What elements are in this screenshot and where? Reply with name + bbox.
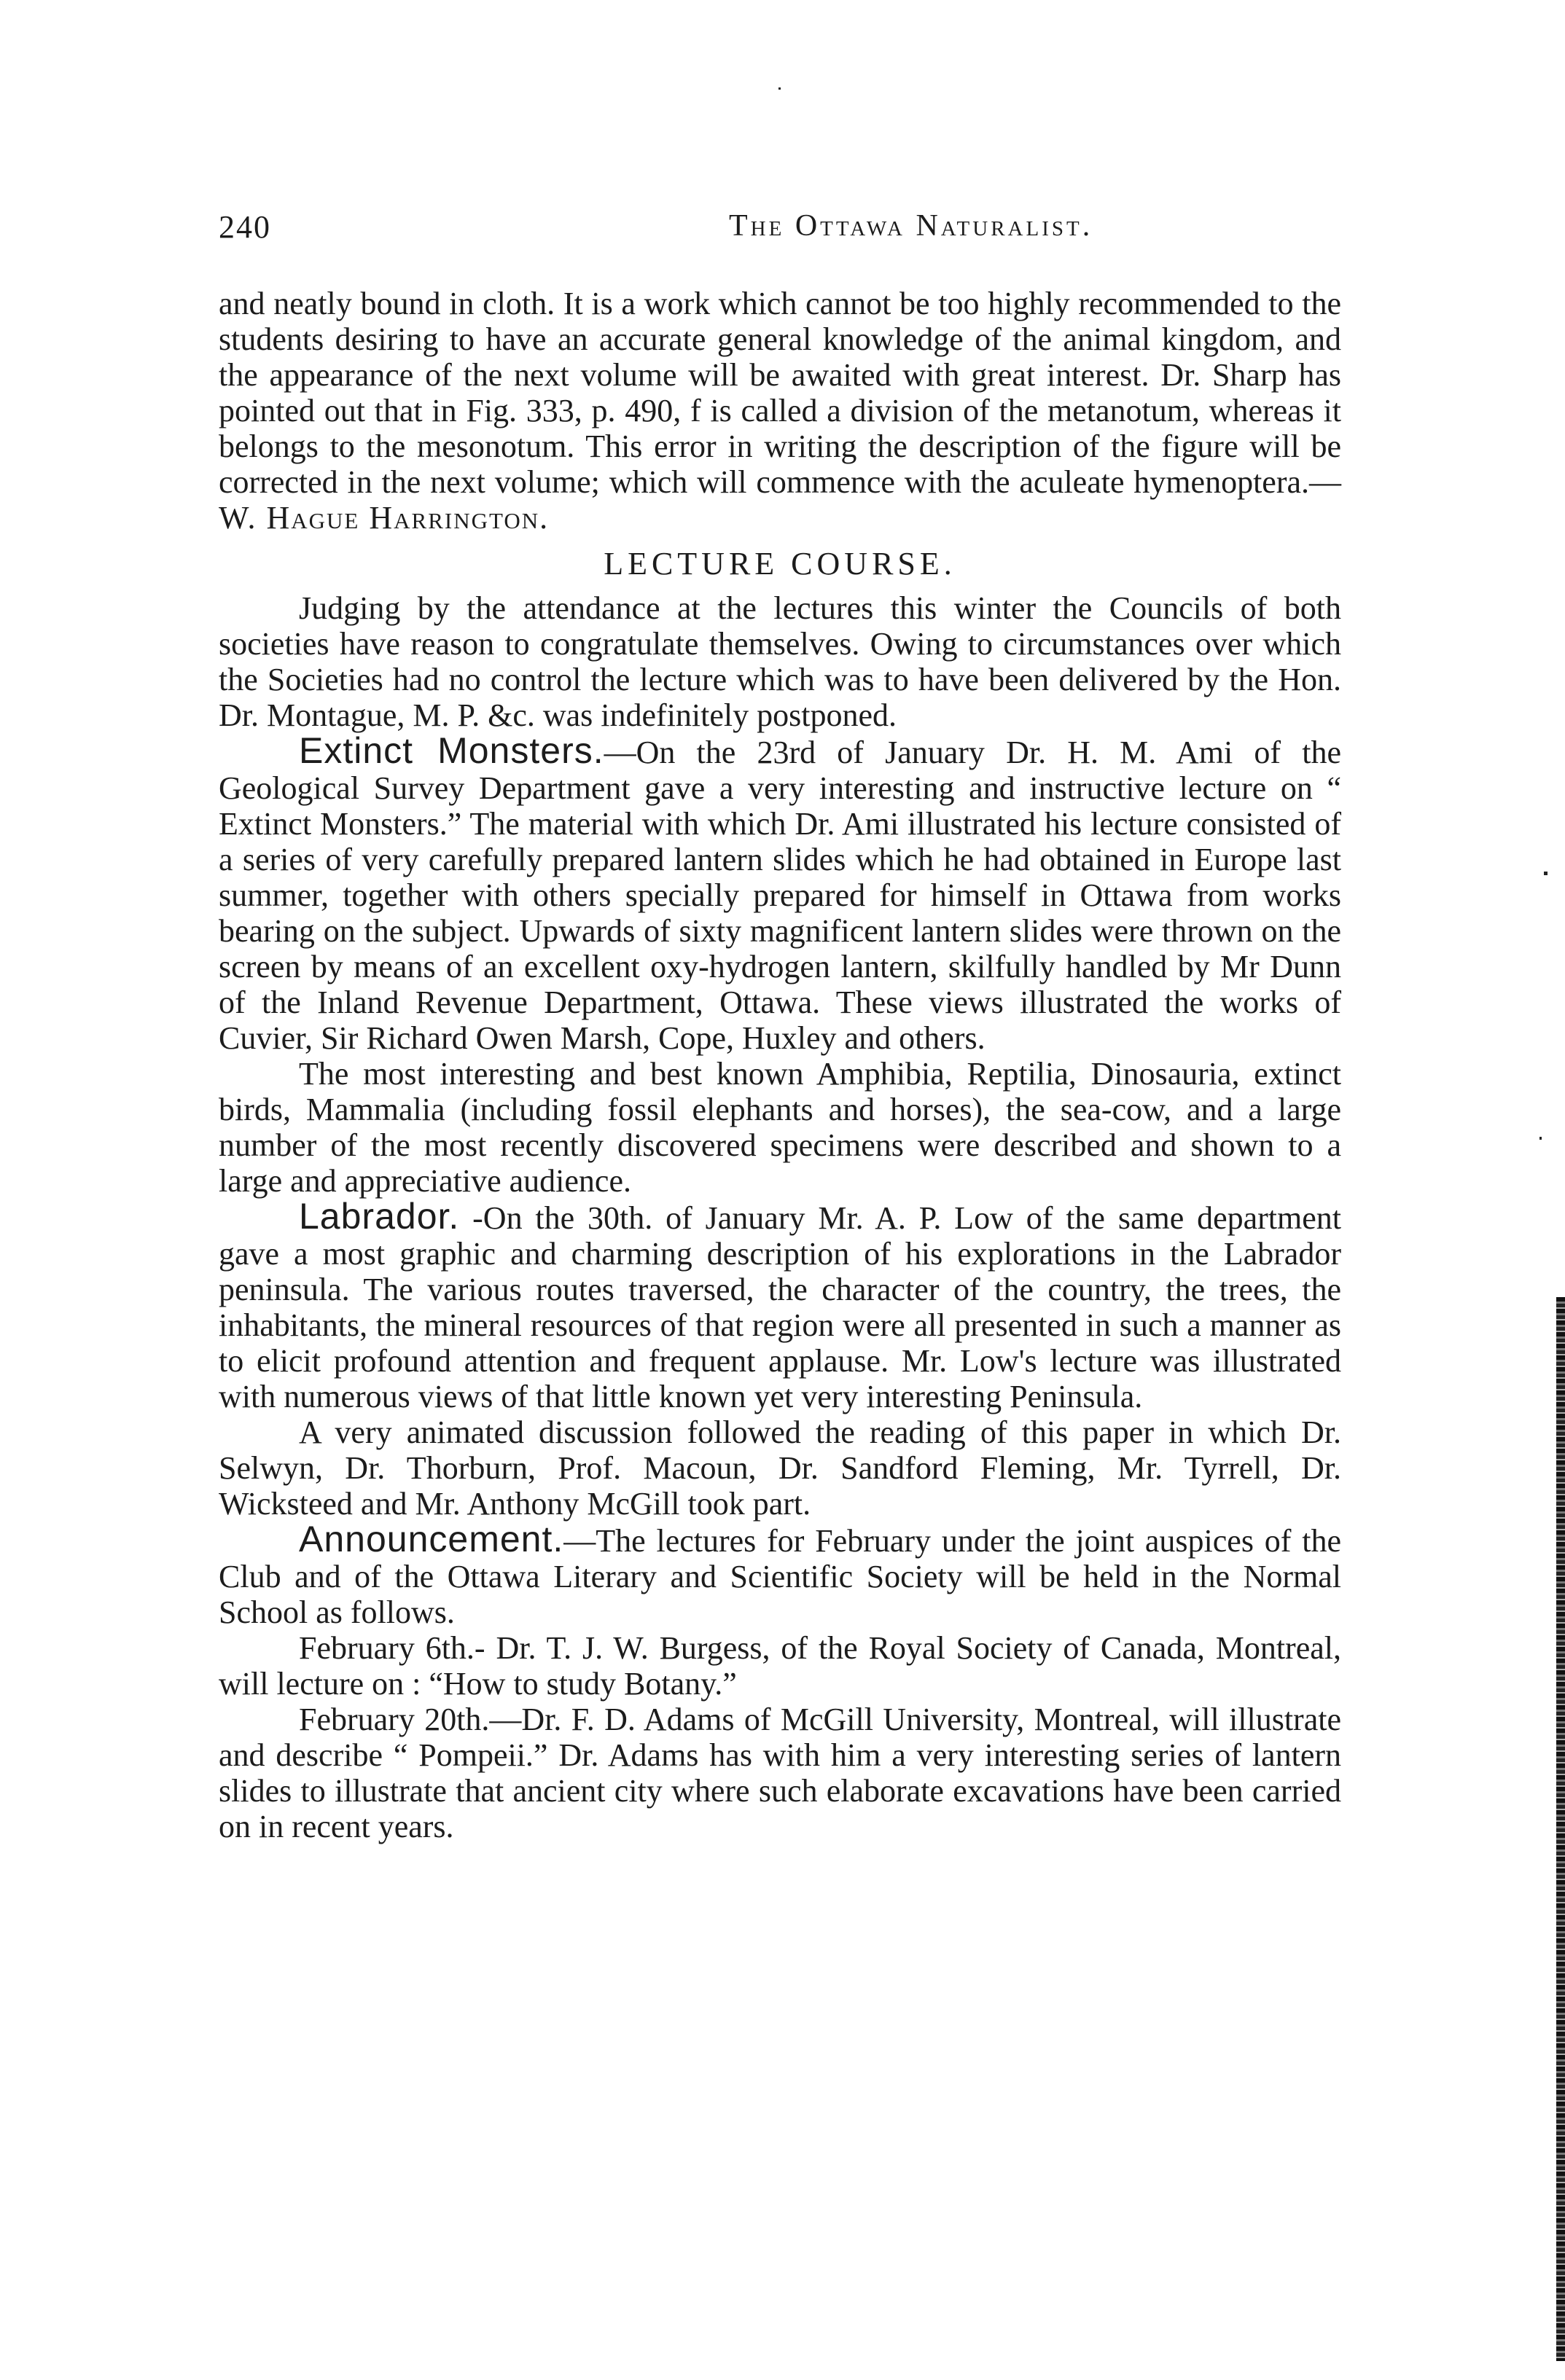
fossil-groups-paragraph: The most interesting and best known Amphibia, Reptilia, Dinosauria, extinct birds, Mammalia (including fossil elephants and horses), the sea-cow, and a large number of the most recently discovered specimens were described and shown to a large and appreciative audience. [219, 1056, 1341, 1199]
discussion-paragraph: A very animated discussion followed the reading of this paper in which Dr. Selwyn, Dr. Thorburn, Prof. Macoun, Dr. Sandford Fleming, Mr. Tyrrell, Dr. Wicksteed and Mr. Anthony McGill took part. [219, 1414, 1341, 1522]
extinct-monsters-text: —On the 23rd of January Dr. H. M. Ami of the Geological Survey Department gave a very interesting and instructive lecture on “ Extinct Monsters.” The material with which Dr. Ami illustrated his lecture consisted of a series of very carefully prepared lantern slides which he had obtained in Europe last summer, together with others specially prepared for himself in Ottawa from works bearing on the subject. Upwards of sixty magnificent lantern slides were thrown on the screen by means of an excellent oxy-hydrogen lantern, skilfully handled by Mr Dunn of the Inland Revenue Department, Ottawa. These views illustrated the works of Cuvier, Sir Richard Owen Marsh, Cope, Huxley and others. [219, 735, 1341, 1056]
extinct-monsters-heading: Extinct Monsters. [299, 730, 604, 771]
labrador-paragraph [219, 1196, 1341, 1414]
review-paragraph [219, 286, 1341, 536]
february-6-paragraph: February 6th.- Dr. T. J. W. Burgess, of the Royal Society of Canada, Montreal, will lecture on : “How to study Botany.” [219, 1630, 1341, 1702]
scan-edge-strip [1556, 1297, 1565, 2361]
running-head: The Ottawa Naturalist. [729, 209, 1093, 243]
page-number: 240 [219, 209, 271, 245]
lecture-intro-paragraph: Judging by the attendance at the lectures this winter the Councils of both societies have reason to congratulate themselves. Owing to circumstances over which the Societies had no control the lecture which was to have been delivered by the Hon. Dr. Montague, M. P. &c. was indefinitely postponed. [219, 590, 1341, 733]
article-body [219, 286, 1341, 1844]
announcement-paragraph [219, 1519, 1341, 1630]
scan-speck-top [778, 87, 781, 90]
announcement-heading: Announcement. [299, 1519, 564, 1559]
february-20-paragraph: February 20th.—Dr. F. D. Adams of McGill University, Montreal, will illustrate and describe “ Pompeii.” Dr. Adams has with him a very interesting series of lantern slides to illustrate that ancient city where such elaborate excavations have been carried on in recent years. [219, 1702, 1341, 1844]
scan-speck-right [1544, 872, 1548, 875]
labrador-heading: Labrador. [299, 1196, 460, 1237]
review-text: and neatly bound in cloth. It is a work which cannot be too highly recommended to the students desiring to have an accurate general knowledge of the animal kingdom, and the appearance of the next volume will be awaited with great interest. Dr. Sharp has pointed out that in Fig. 333, p. 490, f is called a division of the metanotum, whereas it belongs to the mesonotum. This error in writing the description of the figure will be corrected in the next volume; which will commence with the aculeate hymenoptera.— [219, 286, 1341, 500]
page-header [219, 208, 1349, 252]
extinct-monsters-paragraph [219, 730, 1341, 1056]
review-author: W. Hague Harrington. [219, 500, 550, 536]
scan-speck-right-lower [1539, 1137, 1542, 1140]
announcement-text: —The lectures for February under the joint auspices of the Club and of the Ottawa Literary and Scientific Society will be held in the Normal School as follows. [219, 1523, 1341, 1630]
section-heading: LECTURE COURSE. [604, 546, 956, 582]
labrador-text: -On the 30th. of January Mr. A. P. Low of the same department gave a most graphic and charming description of his explorations in the Labrador peninsula. The various routes traversed, the character of the country, the trees, the inhabitants, the mineral resources of that region were all presented in such a manner as to elicit profound attention and frequent applause. Mr. Low's lecture was illustrated with numerous views of that little known yet very interesting Peninsula. [219, 1200, 1341, 1414]
